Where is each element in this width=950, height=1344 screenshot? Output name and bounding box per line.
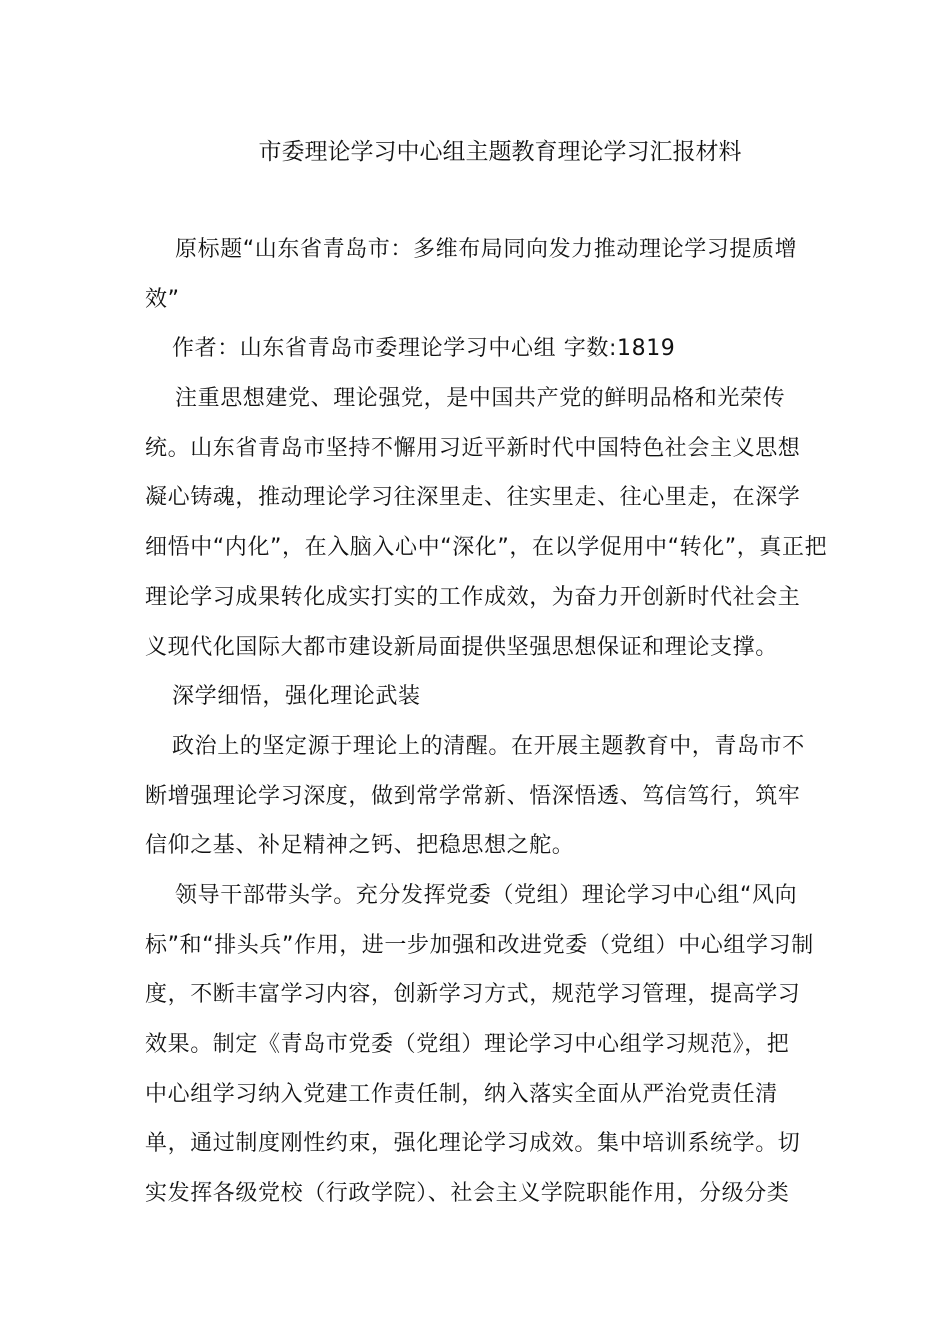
text-line: 领导干部带头学。充分发挥党委（党组）理论学习中心组“风向 xyxy=(175,882,798,908)
text-line: 理论学习成果转化成实打实的工作成效，为奋力开创新时代社会主 xyxy=(145,584,801,610)
text-line: 效果。制定《青岛市党委（党组）理论学习中心组学习规范》，把 xyxy=(145,1032,790,1057)
text-line: 断增强理论学习深度，做到常学常新、悟深悟透、笃信笃行，筑牢 xyxy=(145,783,801,809)
text-line: 单，通过制度刚性约束，强化理论学习成效。集中培训系统学。切 xyxy=(145,1131,801,1157)
text-line: 细悟中“内化”，在入脑入心中“深化”，在以学促用中“转化”，真正把 xyxy=(145,535,828,561)
text-line: 义现代化国际大都市建设新局面提供坚强思想保证和理论支撑。 xyxy=(145,634,778,660)
text-line: 效” xyxy=(145,286,180,312)
text-line: 实发挥各级党校（行政学院）、社会主义学院职能作用，分级分类 xyxy=(145,1181,790,1207)
text-line: 原标题“山东省青岛市：多维布局同向发力推动理论学习提质增 xyxy=(175,237,798,262)
text-line: 度，不断丰富学习内容，创新学习方式，规范学习管理，提高学习 xyxy=(145,982,801,1008)
document-title: 市委理论学习中心组主题教育理论学习汇报材料 xyxy=(258,139,742,165)
text-line: 政治上的坚定源于理论上的清醒。在开展主题教育中，青岛市不 xyxy=(172,733,805,759)
text-line: 凝心铸魂，推动理论学习往深里走、往实里走、往心里走，在深学 xyxy=(145,485,801,511)
text-line: 信仰之基、补足精神之钙、把稳思想之舵。 xyxy=(145,833,575,859)
text-line: 作者：山东省青岛市委理论学习中心组 字数:1819 xyxy=(172,336,676,362)
text-line: 标”和“排头兵”作用，进一步加强和改进党委（党组）中心组学习制 xyxy=(145,932,814,958)
document-body xyxy=(145,225,828,1219)
text-line: 统。山东省青岛市坚持不懈用习近平新时代中国特色社会主义思想 xyxy=(145,435,801,461)
text-line: 深学细悟，强化理论武装 xyxy=(172,684,421,710)
text-line: 注重思想建党、理论强党，是中国共产党的鲜明品格和光荣传 xyxy=(175,386,786,412)
text-line: 中心组学习纳入党建工作责任制，纳入落实全面从严治党责任清 xyxy=(145,1081,778,1107)
